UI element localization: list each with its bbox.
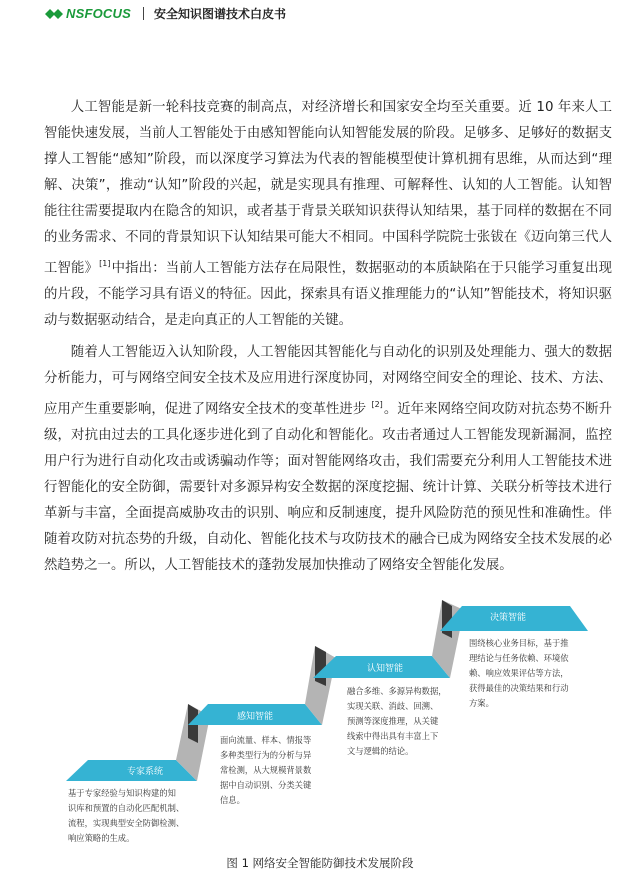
figure-caption: 图 1 网络安全智能防御技术发展阶段	[226, 856, 414, 870]
description-line: 常检测，从大规模背景数	[220, 765, 312, 775]
citation-ref: [1]	[99, 259, 111, 268]
description-line: 方案。	[469, 698, 494, 708]
description-line: 响应策略的生成。	[68, 833, 135, 843]
stage-description	[469, 636, 589, 711]
description-line: 赖、响应效果评估等方法，	[469, 668, 569, 678]
stage-title: 认知智能	[366, 664, 404, 674]
description-line: 多种类型行为的分析与异	[220, 750, 312, 760]
description-line: 围绕核心业务目标，基于推	[469, 638, 569, 648]
stage-description	[347, 684, 462, 759]
stage-title: 决策智能	[489, 613, 527, 623]
staircase-diagram	[0, 598, 640, 858]
paragraph	[44, 95, 612, 334]
description-line: 理结论与任务依赖、环境依	[469, 653, 569, 663]
description-line: 线索中得出具有丰富上下	[347, 731, 439, 741]
description-line: 信息。	[220, 795, 245, 805]
description-line: 据中自动识别、分类关键	[220, 780, 312, 790]
document-title: 安全知识图谱技术白皮书	[153, 6, 286, 21]
description-line: 获得最佳的决策结果和行动	[469, 683, 569, 693]
nsfocus-logo	[44, 6, 131, 21]
description-line: 基于专家经验与知识构建的知	[68, 788, 176, 798]
header-divider	[143, 7, 144, 20]
description-line: 实现关联、消歧、回溯、	[347, 701, 439, 711]
stage-description	[68, 786, 203, 846]
description-line: 文与逻辑的结论。	[347, 746, 414, 756]
stage-title: 专家系统	[126, 767, 164, 777]
paragraph-text: 人工智能是新一轮科技竞赛的制高点，对经济增长和国家安全均至关重要。近 10 年来人工智能快速发展，当前人工智能处于由感知智能向认知智能发展的阶段。足够多、足够好的数据支撑人工智能“感知”阶段，而以深度学习算法为代表的智能模型使计算机拥有思维，从而达到“理解、决策”，推动“认知”阶段的兴起，就是实现具有推理、可解释性、认知的人工智能。认知智能往往需要提取内在隐含的知识，或者基于背景关联知识获得认知结果，基于同样的数据在不同的业务需求、不同的背景知识下认知结果可能大不相同。中国科学院院士张钹在《迈向第三代人工智能》	[44, 100, 612, 276]
paragraph-text: 中指出：当前人工智能方法存在局限性，数据驱动的本质缺陷在于只能学习重复出现的片段，不能学习具有语义的特征。因此，探索具有语义推理能力的“认知”智能技术，将知识驱动与数据驱动结合，是走向真正的人工智能的关键。	[44, 261, 613, 328]
stage-title: 感知智能	[236, 712, 274, 722]
page-header	[44, 4, 286, 22]
stage-description	[220, 733, 330, 808]
paragraph-text: 随着人工智能迈入认知阶段，人工智能因其智能化与自动化的识别及处理能力、强大的数据分析能力，可与网络空间安全技术及应用进行深度协同，对网络空间安全的理论、技术、方法、应用产生重要影响，促进了网络安全技术的变革性进步	[44, 345, 612, 417]
paragraph-text: 。近年来网络空间攻防对抗态势不断升级，对抗由过去的工具化逐步进化到了自动化和智能化。攻击者通过人工智能发现新漏洞，监控用户行为进行自动化攻击或诱骗动作等；面对智能网络攻击，我们需要充分利用人工智能技术进行智能化的安全防御，需要针对多源异构安全数据的深度挖掘、统计计算、关联分析等技术进行革新与丰富，全面提高威胁攻击的识别、响应和反制速度，提升风险防范的预见性和准确性。伴随着攻防对抗态势的升级，自动化、智能化技术与攻防技术的融合已成为网络安全技术发展的必然趋势之一。所以，人工智能技术的蓬勃发展加快推动了网络安全智能化发展。	[44, 402, 612, 573]
paragraph	[44, 340, 612, 579]
description-line: 识库和预置的自动化匹配机制、	[68, 803, 185, 813]
citation-ref: [2]	[371, 400, 383, 409]
description-line: 面向流量、样本、情报等	[220, 735, 312, 745]
description-line: 融合多维、多源异构数据，	[347, 686, 447, 696]
stage-pillar	[442, 600, 452, 638]
description-line: 预测等深度推理，从关键	[347, 716, 439, 726]
description-line: 流程，实现典型安全防御检测、	[68, 818, 185, 828]
logo-text: NSFOCUS	[66, 5, 131, 21]
stage-pillar	[315, 646, 326, 686]
logo-mark-icon	[44, 6, 64, 20]
body-text	[44, 95, 612, 585]
